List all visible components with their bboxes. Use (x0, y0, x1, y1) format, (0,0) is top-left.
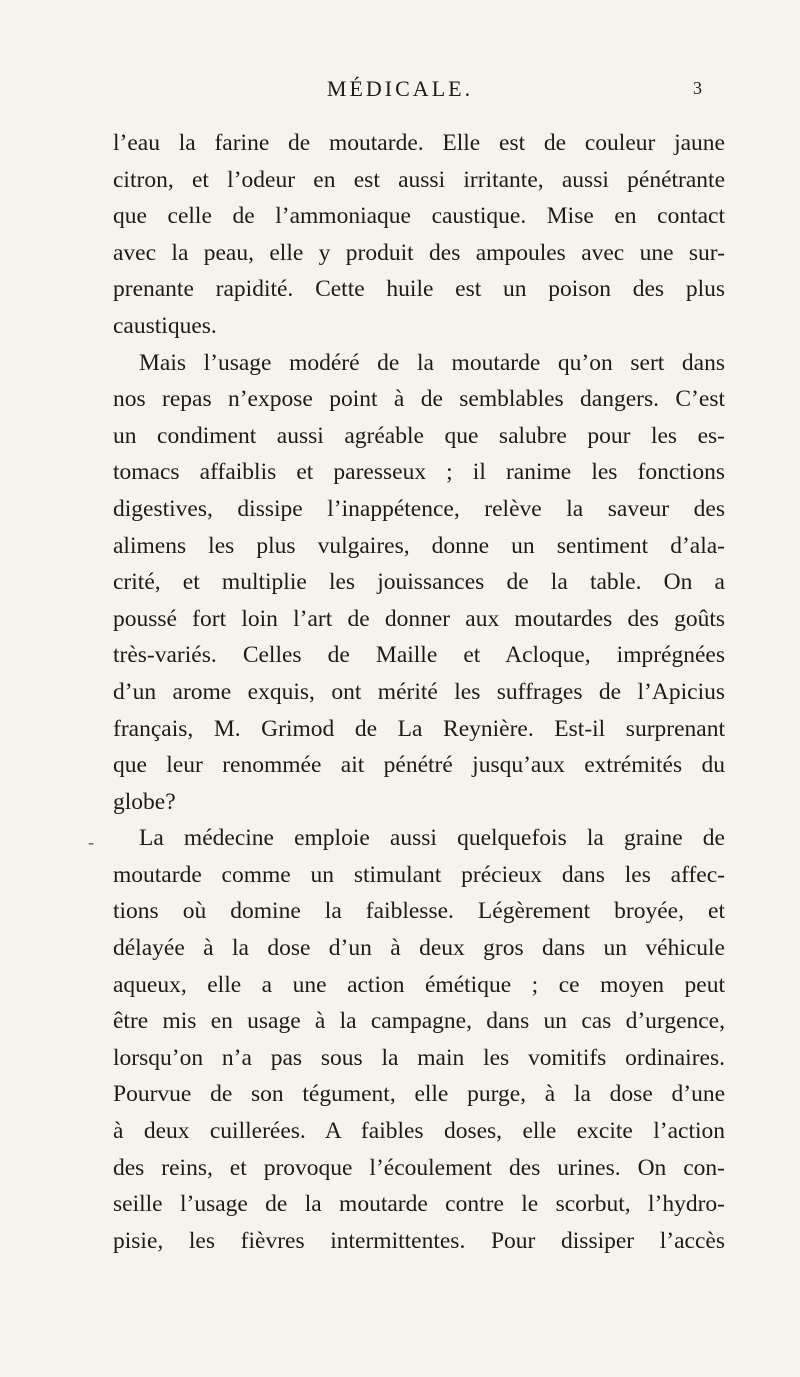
text-line: moutarde comme un stimulant précieux dans les affec- (113, 861, 725, 888)
text-line: globe? (113, 788, 176, 815)
page-number: 3 (693, 78, 702, 98)
margin-mark: - (88, 832, 94, 852)
text-line: seille l’usage de la moutarde contre le scorbut, l’hydro- (113, 1191, 725, 1218)
text-line: d’un arome exquis, ont mérité les suffrages de l’Apicius (113, 678, 725, 705)
text-line: Mais l’usage modéré de la moutarde qu’on sert dans (139, 349, 725, 376)
body-text (113, 125, 725, 1259)
running-header (0, 76, 800, 110)
text-line: crité, et multiplie les jouissances de la table. On a (113, 569, 725, 596)
text-line: être mis en usage à la campagne, dans un cas d’urgence, (113, 1008, 725, 1035)
text-line: digestives, dissipe l’inappétence, relève la saveur des (113, 495, 725, 522)
text-line: prenante rapidité. Cette huile est un poison des plus (113, 276, 725, 303)
text-line: pisie, les fièvres intermittentes. Pour dissiper l’accès (113, 1227, 725, 1254)
text-line: poussé fort loin l’art de donner aux moutardes des goûts (113, 605, 725, 632)
text-line: délayée à la dose d’un à deux gros dans un véhicule (113, 935, 725, 962)
text-line: l’eau la farine de moutarde. Elle est de couleur jaune (113, 130, 725, 156)
text-line: que leur renommée ait pénétré jusqu’aux extrémités du (113, 752, 725, 779)
text-line: caustiques. (113, 312, 217, 339)
text-line: La médecine emploie aussi quelquefois la graine de (139, 825, 725, 852)
text-line: français, M. Grimod de La Reynière. Est-il surprenant (113, 715, 725, 742)
text-line: nos repas n’expose point à de semblables dangers. C’est (113, 386, 725, 413)
text-line: que celle de l’ammoniaque caustique. Mise en contact (113, 203, 725, 230)
text-line: un condiment aussi agréable que salubre pour les es- (113, 422, 725, 449)
running-head-title: MÉDICALE. (326, 76, 474, 101)
text-line: à deux cuillerées. A faibles doses, elle excite l’action (113, 1118, 725, 1145)
text-line: des reins, et provoque l’écoulement des urines. On con- (113, 1154, 725, 1181)
text-line: tions où domine la faiblesse. Légèrement broyée, et (113, 898, 725, 925)
text-line: avec la peau, elle y produit des ampoules avec une sur- (113, 239, 725, 266)
text-line: citron, et l’odeur en est aussi irritante, aussi pénétrante (113, 166, 725, 193)
text-line: aqueux, elle a une action émétique ; ce moyen peut (113, 971, 725, 998)
text-line: lorsqu’on n’a pas sous la main les vomitifs ordinaires. (113, 1044, 725, 1071)
text-line: Pourvue de son tégument, elle purge, à la dose d’une (113, 1081, 725, 1108)
text-line: très-variés. Celles de Maille et Acloque, imprégnées (113, 642, 725, 669)
text-line: tomacs affaiblis et paresseux ; il ranime les fonctions (113, 459, 725, 486)
text-line: alimens les plus vulgaires, donne un sentiment d’ala- (113, 532, 725, 559)
